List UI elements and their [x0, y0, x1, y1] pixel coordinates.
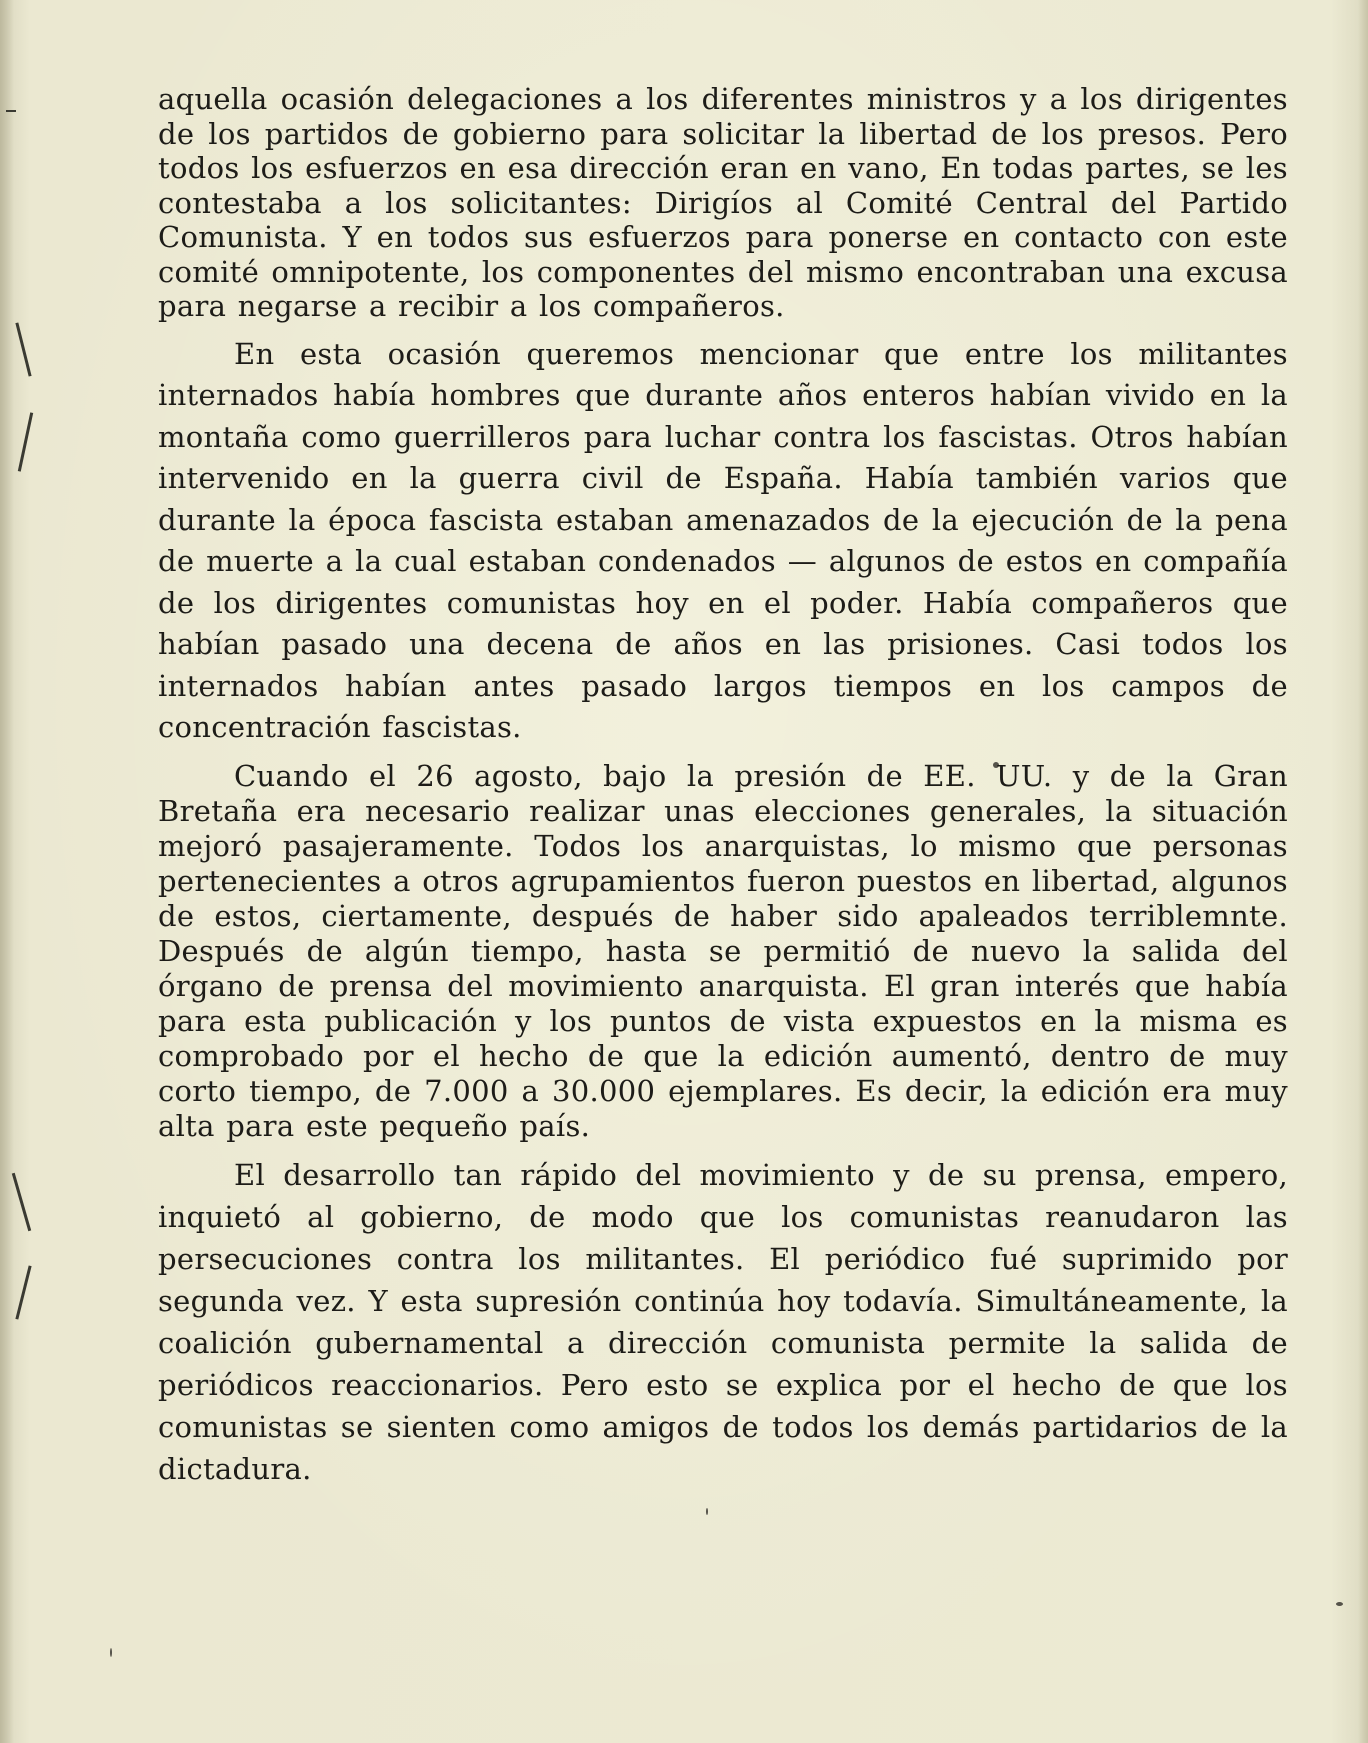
paragraph-2: En esta ocasión queremos mencionar que entre los militantes internados había hombres que durante años enteros habían vivido en la montaña como guerrilleros para luchar contra los fascistas. Otros habían intervenido en la guerra civil de España. Había también varios que durante la época fascista estaban amenazados de la ejecución de la pena de muerte a la cual estaban condenados — algunos de estos en compañía de los dirigentes comunistas hoy en el poder. Había compañeros que habían pasado una decena de años en las prisiones. Casi todos los internados habían antes pasado largos tiempos en los campos de concentración fascistas.	[158, 336, 1288, 744]
body-text	[158, 82, 1288, 1490]
margin-pencil-mark	[15, 322, 31, 376]
ink-speck	[1336, 1602, 1343, 1606]
margin-pencil-mark	[18, 412, 33, 471]
page-edge-shadow	[1358, 0, 1368, 1743]
paragraph-3: Cuando el 26 agosto, bajo la presión de EE. UU. y de la Gran Bretaña era necesario realizar unas elecciones generales, la situación mejoró pasajeramente. Todos los anarquistas, lo mismo que personas pertenecientes a otros agrupamientos fueron puestos en libertad, algunos de estos, ciertamente, después de haber sido apaleados terriblemnte. Después de algún tiempo, hasta se permitió de nuevo la salida del órgano de prensa del movimiento anarquista. El gran interés que había para esta publicación y los puntos de vista expuestos en la misma es comprobado por el hecho de que la edición aumentó, dentro de muy corto tiempo, de 7.000 a 30.000 ejemplares. Es decir, la edición era muy alta para este pequeño país.	[158, 758, 1288, 1143]
margin-pencil-mark	[12, 1173, 31, 1232]
ink-speck	[110, 1648, 112, 1657]
binding-shadow	[0, 0, 14, 1743]
margin-tick-mark	[6, 110, 16, 112]
ink-speck	[706, 1508, 708, 1515]
paragraph-4: El desarrollo tan rápido del movimiento y de su prensa, empero, inquietó al gobierno, de modo que los comunistas reanudaron las persecuciones contra los militantes. El periódico fué suprimido por segunda vez. Y esta supresión continúa hoy todavía. Simultáneamente, la coalición gubernamental a dirección comunista permite la salida de periódicos reaccionarios. Pero esto se explica por el hecho de que los comunistas se sienten como amigos de todos los demás partidarios de la dictadura.	[158, 1157, 1288, 1486]
paragraph-1: aquella ocasión delegaciones a los diferentes ministros y a los dirigentes de los partidos de gobierno para solicitar la libertad de los presos. Pero todos los esfuerzos en esa dirección eran en vano, En todas partes, se les contestaba a los solicitantes: Dirigíos al Comité Central del Partido Comunista. Y en todos sus esfuerzos para ponerse en contacto con este comité omnipotente, los componentes del mismo encontraban una excusa para negarse a recibir a los compañeros.	[158, 82, 1288, 323]
margin-pencil-mark	[15, 1265, 31, 1319]
